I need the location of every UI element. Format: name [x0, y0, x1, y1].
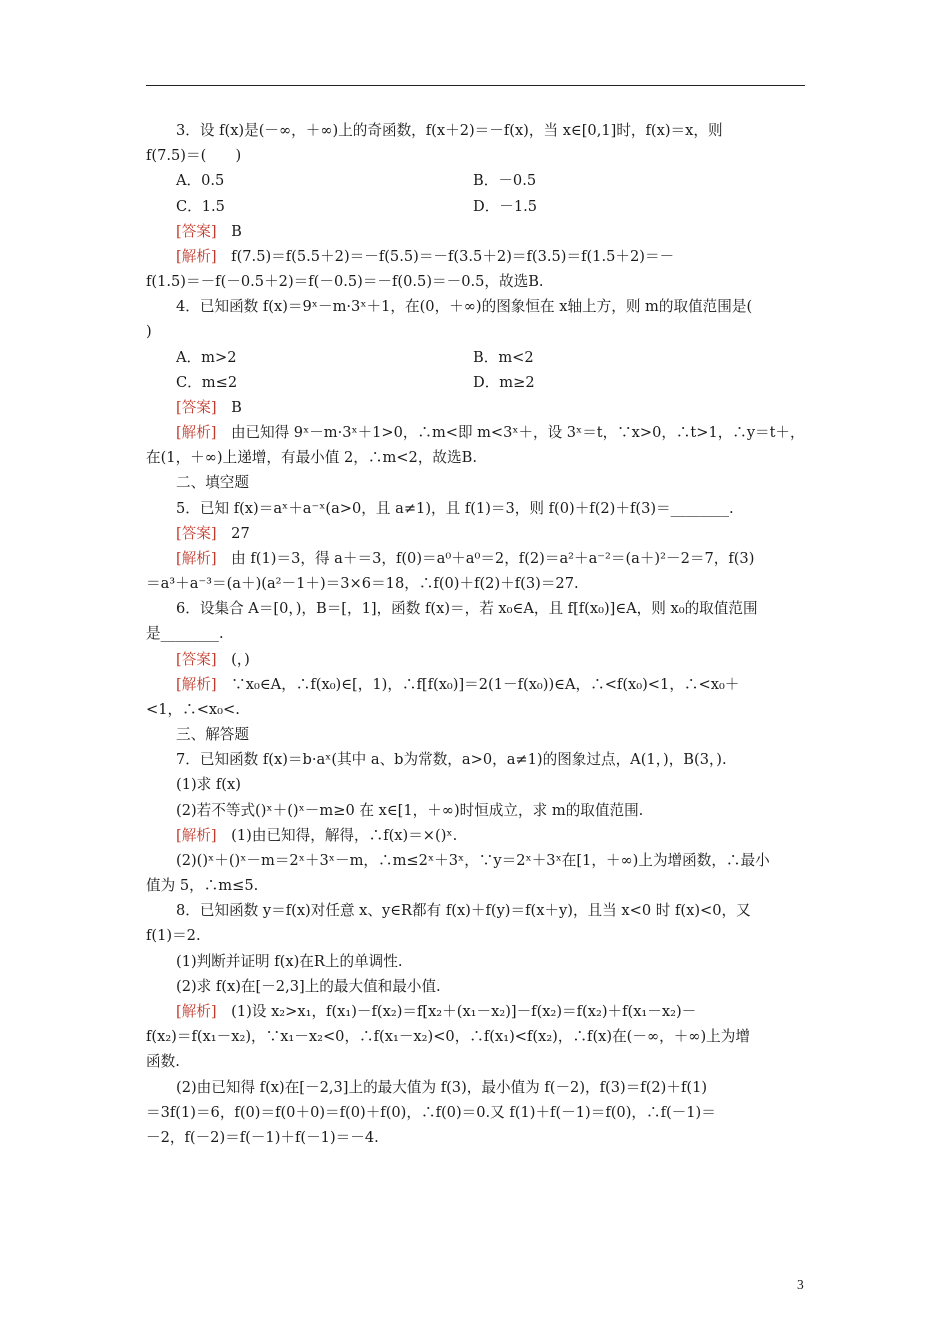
option-d: D．m≥2	[473, 374, 535, 391]
answer-line: [答案] (，)	[176, 651, 250, 668]
analysis-line: [解析] f(7.5)＝f(5.5＋2)＝－f(5.5)＝－f(3.5＋2)＝f(3.5)＝f(1.5＋2)＝－	[176, 248, 675, 265]
section-heading: 三、解答题	[176, 726, 249, 743]
analysis-line: ＝a³＋a⁻³＝(a＋)(a²－1＋)＝3×6＝18，∴f(0)＋f(2)＋f(3)＝27.	[146, 575, 579, 592]
header-rule	[146, 85, 805, 86]
option-a: A．0.5	[176, 172, 225, 189]
problem-4-stem: )	[146, 323, 152, 340]
analysis-line: ＝3f(1)＝6，f(0)＝f(0＋0)＝f(0)＋f(0)，∴f(0)＝0.又 f(1)＋f(－1)＝f(0)，∴f(－1)＝	[146, 1104, 716, 1121]
analysis-line: [解析] 由 f(1)＝3，得 a＋＝3，f(0)＝a⁰＋a⁰＝2，f(2)＝a²＋a⁻²＝(a＋)²－2＝7，f(3)	[176, 550, 755, 567]
analysis-line: [解析] 由已知得 9ˣ－m·3ˣ＋1>0，∴m<即 m<3ˣ＋，设 3ˣ＝t，∵x>0，∴t>1，∴y＝t＋，	[176, 424, 805, 441]
problem-7-stem: 7．已知函数 f(x)＝b·aˣ(其中 a、b为常数，a>0，a≠1)的图象过点，A(1，)，B(3，).	[176, 751, 727, 768]
analysis-line: (2)由已知得 f(x)在[－2,3]上的最大值为 f(3)，最小值为 f(－2)，f(3)＝f(2)＋f(1)	[176, 1079, 708, 1096]
section-heading: 二、填空题	[176, 474, 249, 491]
analysis-line: <1，∴<x₀<.	[146, 701, 240, 718]
problem-6-stem: 是________.	[146, 625, 224, 642]
analysis-line: －2，f(－2)＝f(－1)＋f(－1)＝－4.	[146, 1129, 379, 1146]
problem-3-stem: f(7.5)＝( )	[146, 147, 242, 164]
analysis-line: [解析] (1)设 x₂>x₁，f(x₁)－f(x₂)＝f[x₂＋(x₁－x₂)]－f(x₂)＝f(x₂)＋f(x₁－x₂)－	[176, 1003, 697, 1020]
problem-4-stem: 4．已知函数 f(x)＝9ˣ－m·3ˣ＋1，在(0，＋∞)的图象恒在 x轴上方，则 m的取值范围是(	[176, 298, 753, 315]
problem-7-part: (2)若不等式()ˣ＋()ˣ－m≥0 在 x∈[1，＋∞)时恒成立，求 m的取值范围.	[176, 802, 644, 819]
analysis-line: f(1.5)＝－f(－0.5＋2)＝f(－0.5)＝－f(0.5)＝－0.5，故选B.	[146, 273, 544, 290]
option-c: C．m≤2	[176, 374, 238, 391]
answer-line: [答案] B	[176, 399, 242, 416]
problem-8-stem: 8．已知函数 y＝f(x)对任意 x、y∈R都有 f(x)＋f(y)＝f(x＋y)，且当 x<0 时 f(x)<0，又	[176, 902, 751, 919]
problem-7-part: (1)求 f(x)	[176, 776, 241, 793]
analysis-line: (2)()ˣ＋()ˣ－m＝2ˣ＋3ˣ－m，∴m≤2ˣ＋3ˣ，∵y＝2ˣ＋3ˣ在[1，＋∞)上为增函数，∴最小	[176, 852, 770, 869]
analysis-line: [解析] ∵x₀∈A，∴f(x₀)∈[，1)，∴f[f(x₀)]＝2(1－f(x₀))∈A，∴<f(x₀)<1，∴<x₀＋	[176, 676, 740, 693]
problem-5-stem: 5．已知 f(x)＝aˣ＋a⁻ˣ(a>0，且 a≠1)，且 f(1)＝3，则 f(0)＋f(2)＋f(3)＝________.	[176, 500, 734, 517]
answer-line: [答案] B	[176, 223, 242, 240]
option-b: B．m<2	[473, 349, 534, 366]
problem-3-stem: 3．设 f(x)是(－∞，＋∞)上的奇函数，f(x＋2)＝－f(x)，当 x∈[0,1]时，f(x)＝x，则	[176, 122, 723, 139]
problem-8-part: (1)判断并证明 f(x)在R上的单调性.	[176, 953, 403, 970]
analysis-line: [解析] (1)由已知得，解得，∴f(x)＝×()ˣ.	[176, 827, 458, 844]
option-a: A．m>2	[176, 349, 237, 366]
problem-8-stem: f(1)＝2.	[146, 927, 201, 944]
option-d: D．－1.5	[473, 198, 538, 215]
analysis-line: 值为 5，∴m≤5.	[146, 877, 259, 894]
option-b: B．－0.5	[473, 172, 537, 189]
page-number: 3	[797, 1277, 804, 1292]
problem-8-part: (2)求 f(x)在[－2,3]上的最大值和最小值.	[176, 978, 441, 995]
analysis-line: f(x₂)＝f(x₁－x₂)，∵x₁－x₂<0，∴f(x₁－x₂)<0，∴f(x₁)<f(x₂)，∴f(x)在(－∞，＋∞)上为增	[146, 1028, 750, 1045]
option-c: C．1.5	[176, 198, 225, 215]
analysis-line: 函数.	[146, 1053, 180, 1070]
problem-6-stem: 6．设集合 A＝[0，)，B＝[，1]，函数 f(x)＝，若 x₀∈A，且 f[f(x₀)]∈A，则 x₀的取值范围	[176, 600, 758, 617]
answer-line: [答案] 27	[176, 525, 250, 542]
analysis-line: 在(1，＋∞)上递增，有最小值 2，∴m<2，故选B.	[146, 449, 477, 466]
